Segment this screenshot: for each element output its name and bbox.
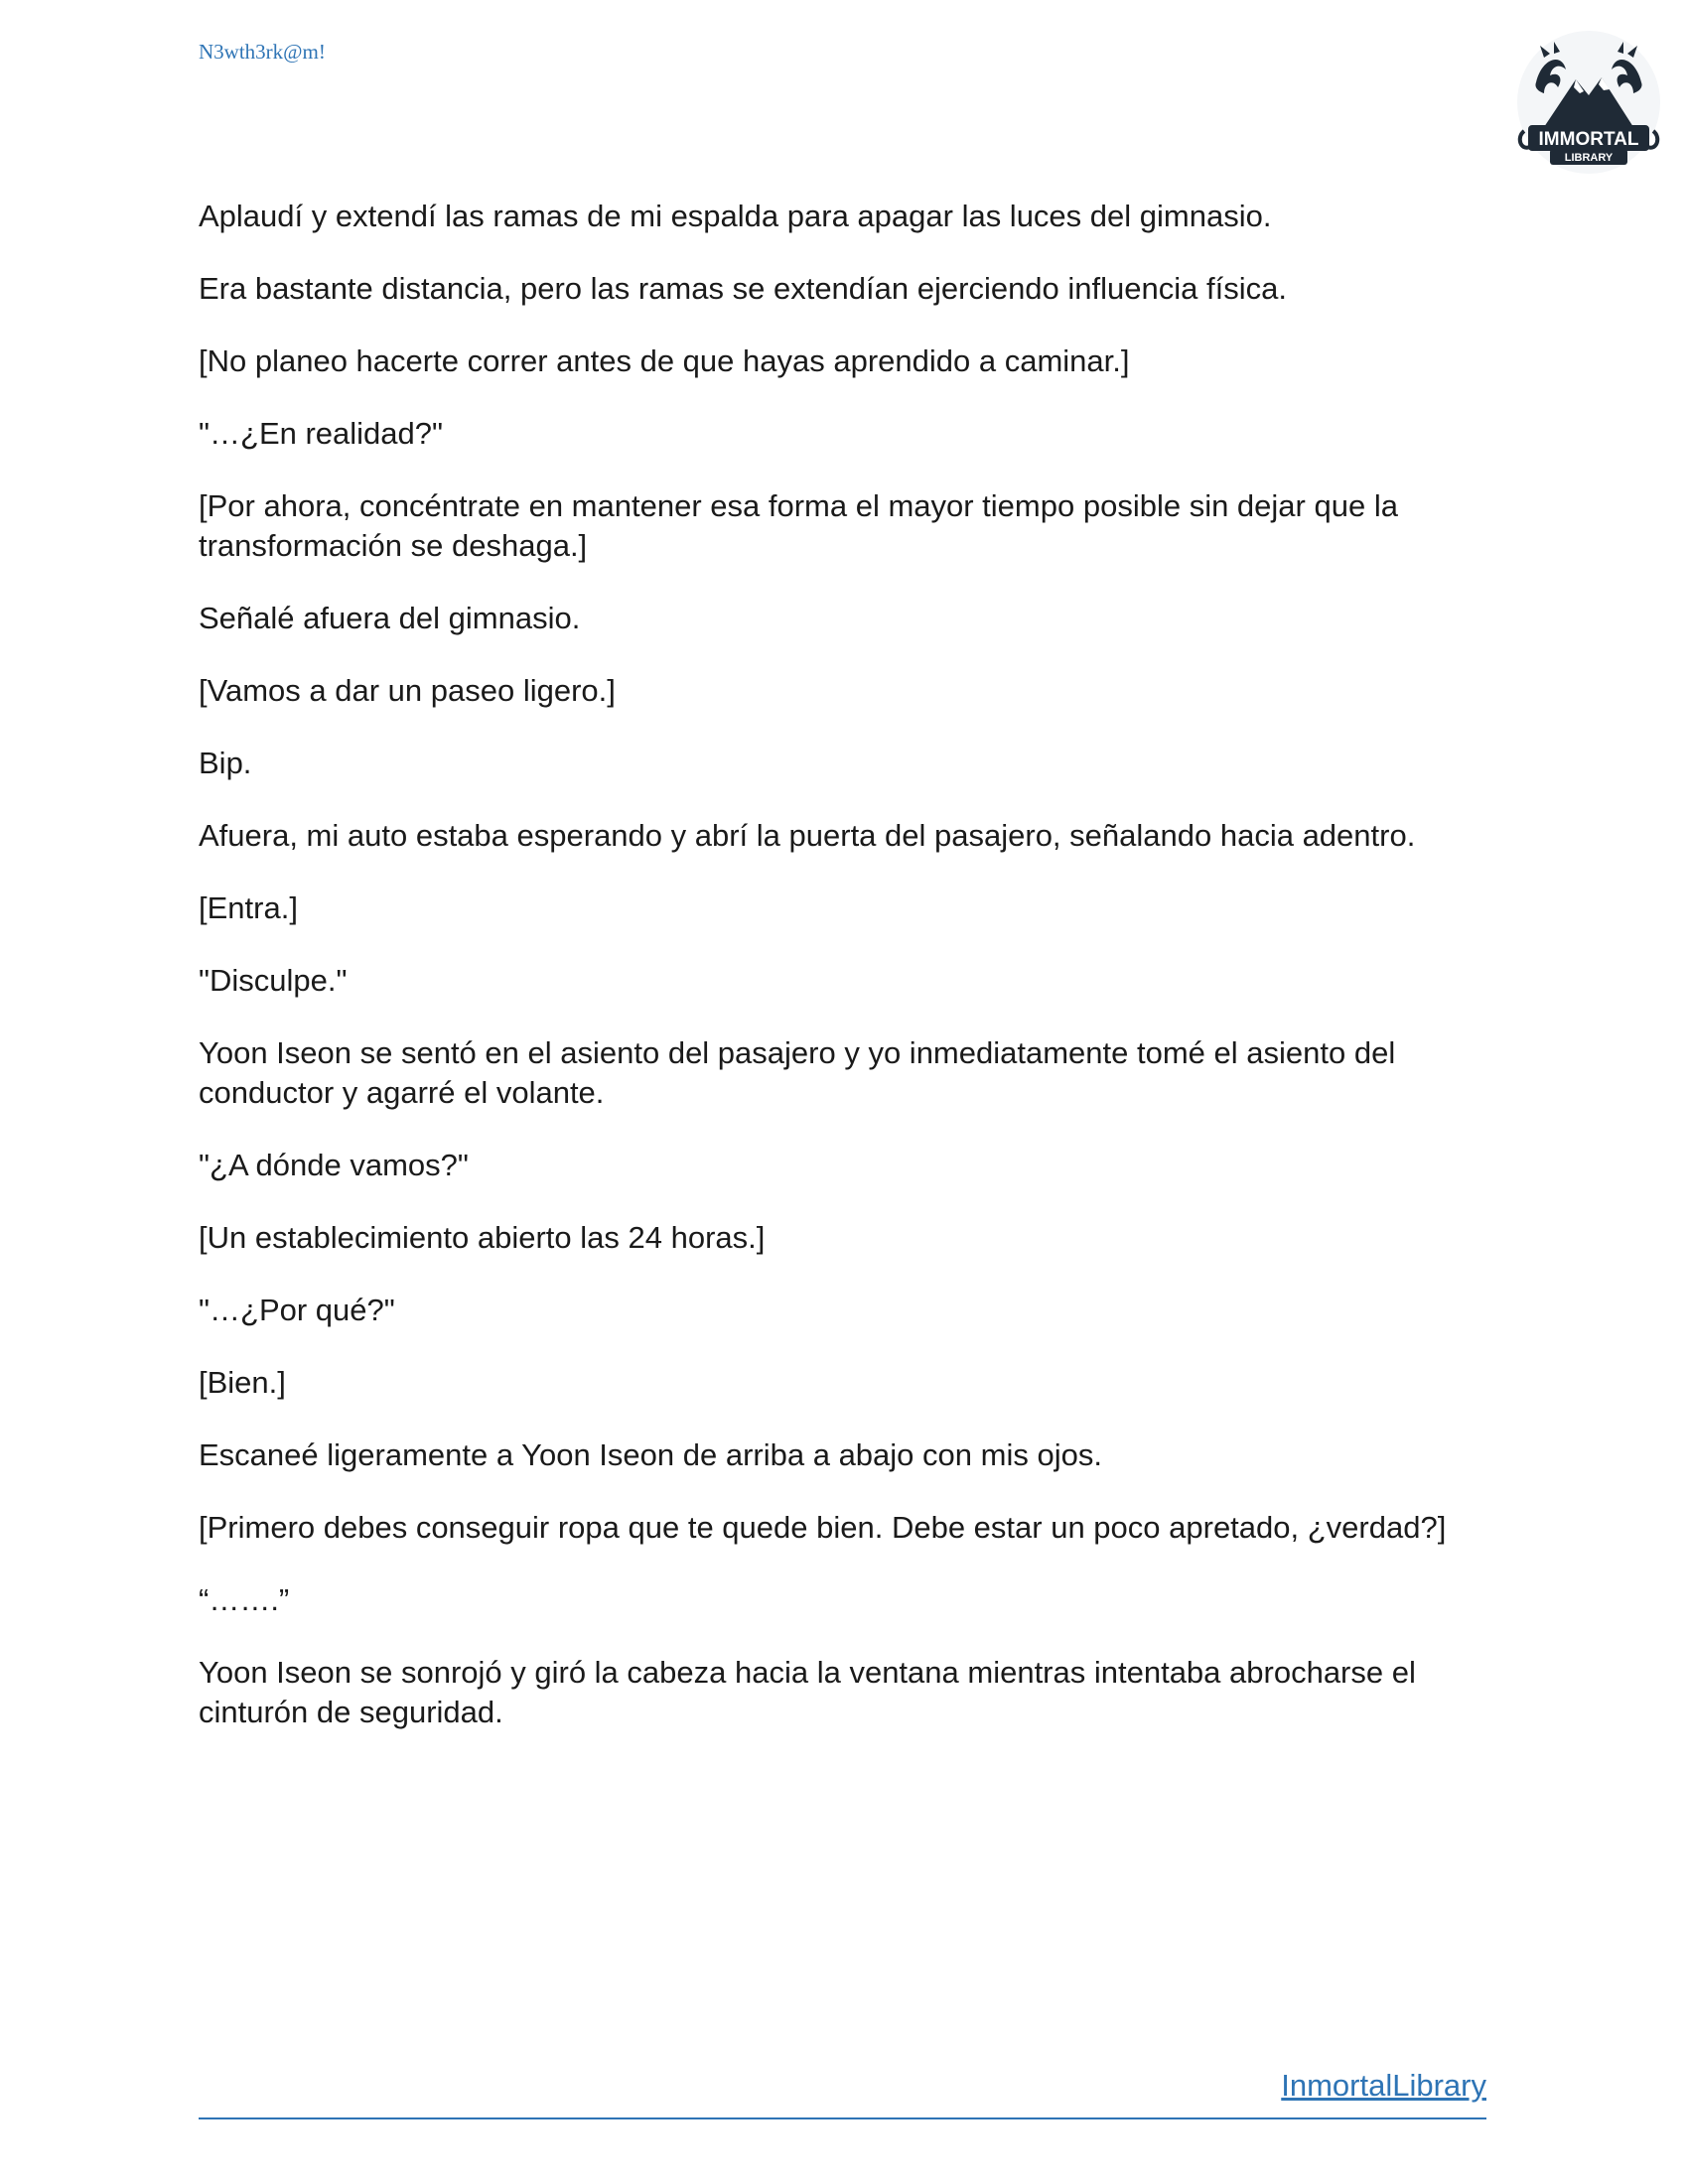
- paragraph: Yoon Iseon se sentó en el asiento del pasajero y yo inmediatamente tomé el asiento del conductor y agarré el volante.: [199, 1035, 1396, 1110]
- paragraph: [Un establecimiento abierto las 24 horas.]: [199, 1220, 766, 1255]
- immortal-library-logo: [1514, 28, 1663, 177]
- paragraph: [Bien.]: [199, 1365, 286, 1400]
- paragraph: [Entra.]: [199, 890, 298, 925]
- footer-site-link[interactable]: InmortalLibrary: [1281, 2068, 1486, 2103]
- document-body: [199, 197, 1489, 1765]
- paragraph: [Primero debes conseguir ropa que te quede bien. Debe estar un poco apretado, ¿verdad?]: [199, 1510, 1447, 1545]
- paragraph: Escaneé ligeramente a Yoon Iseon de arriba a abajo con mis ojos.: [199, 1437, 1102, 1472]
- header-tag: N3wth3rk@m!: [199, 40, 326, 64]
- paragraph: Aplaudí y extendí las ramas de mi espalda para apagar las luces del gimnasio.: [199, 199, 1272, 233]
- page-footer: [199, 2068, 1486, 2119]
- paragraph: Yoon Iseon se sonrojó y giró la cabeza hacia la ventana mientras intentaba abrocharse el cinturón de seguridad.: [199, 1655, 1416, 1729]
- logo-text-line2: LIBRARY: [1564, 152, 1614, 164]
- paragraph: Bip.: [199, 746, 252, 780]
- logo-text-line1: IMMORTAL: [1538, 129, 1639, 150]
- paragraph: Era bastante distancia, pero las ramas se extendían ejerciendo influencia física.: [199, 271, 1287, 306]
- paragraph: [No planeo hacerte correr antes de que hayas aprendido a caminar.]: [199, 343, 1130, 378]
- paragraph: [Vamos a dar un paseo ligero.]: [199, 673, 616, 708]
- paragraph: [Por ahora, concéntrate en mantener esa forma el mayor tiempo posible sin dejar que la transformación se deshaga.]: [199, 488, 1398, 563]
- paragraph: "Disculpe.": [199, 963, 348, 998]
- paragraph: "…¿En realidad?": [199, 416, 444, 451]
- paragraph: "…¿Por qué?": [199, 1293, 395, 1327]
- paragraph: “…….”: [199, 1582, 290, 1617]
- paragraph: "¿A dónde vamos?": [199, 1148, 469, 1182]
- paragraph: Afuera, mi auto estaba esperando y abrí la puerta del pasajero, señalando hacia adentro.: [199, 818, 1416, 853]
- dragons-mountain-icon: [1514, 28, 1663, 177]
- paragraph: Señalé afuera del gimnasio.: [199, 601, 581, 635]
